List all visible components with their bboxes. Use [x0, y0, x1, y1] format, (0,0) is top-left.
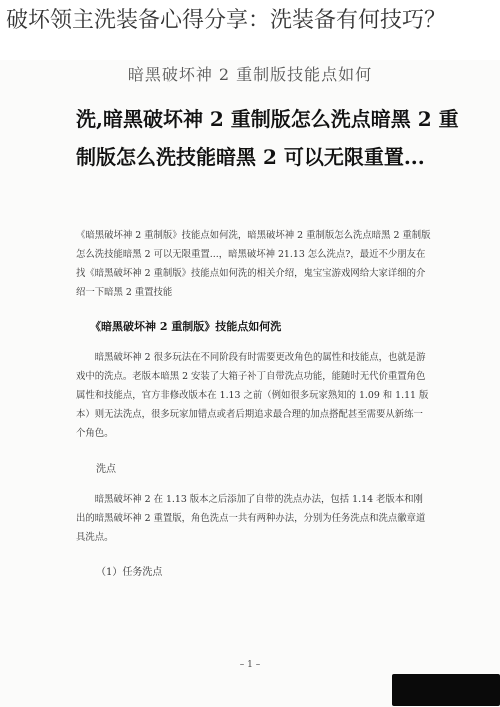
page-number: – 1 –: [239, 660, 261, 670]
body-paragraph-1: 暗黑破坏神 2 很多玩法在不同阶段有时需要更改角色的属性和技能点，也就是游戏中的洗点。老版本暗黑 2 安装了大箱子补丁自带洗点功能，能随时无代价重置角色属性和技能点，官方非修改版本在 1.13 之前（例如很多玩家熟知的 1.09 和 1.11 版本）则无法洗点，很多玩家加错点或者后期追求最合理的加点搭配甚至需要从新练一个角色。: [76, 352, 429, 439]
document-title: 洗,暗黑破坏神 2 重制版怎么洗点暗黑 2 重制版怎么洗技能暗黑 2 可以无限重置...: [76, 107, 459, 169]
page-heading: 破坏领主洗装备心得分享：洗装备有何技巧？: [6, 8, 447, 33]
section-heading: 《暗黑破坏神 2 重制版》技能点如何洗: [90, 320, 282, 333]
document-image: [0, 60, 500, 707]
document-subtitle: 暗黑破坏神 2 重制版技能点如何: [127, 65, 373, 84]
wash-points-label: 洗点: [96, 464, 116, 475]
watermark-logo: [392, 674, 500, 706]
intro-paragraph: 《暗黑破坏神 2 重制版》技能点如何洗，暗黑破坏神 2 重制版怎么洗点暗黑 2 重制版怎么洗技能暗黑 2 可以无限重置...，暗黑破坏神 21.13 怎么洗点?，最近不少朋友在找《暗黑破坏神 2 重制版》技能点如何洗的相关介绍，鬼宝宝游戏网给大家详细的介绍一下暗黑 2 重置技能: [76, 230, 431, 298]
task-wash-label: （1）任务洗点: [96, 567, 163, 578]
body-paragraph-2: 暗黑破坏神 2 在 1.13 版本之后添加了自带的洗点办法，包括 1.14 老版本和刚出的暗黑破坏神 2 重置版，角色洗点一共有两种办法，分别为任务洗点和洗点徽章道具洗点。: [76, 494, 426, 543]
